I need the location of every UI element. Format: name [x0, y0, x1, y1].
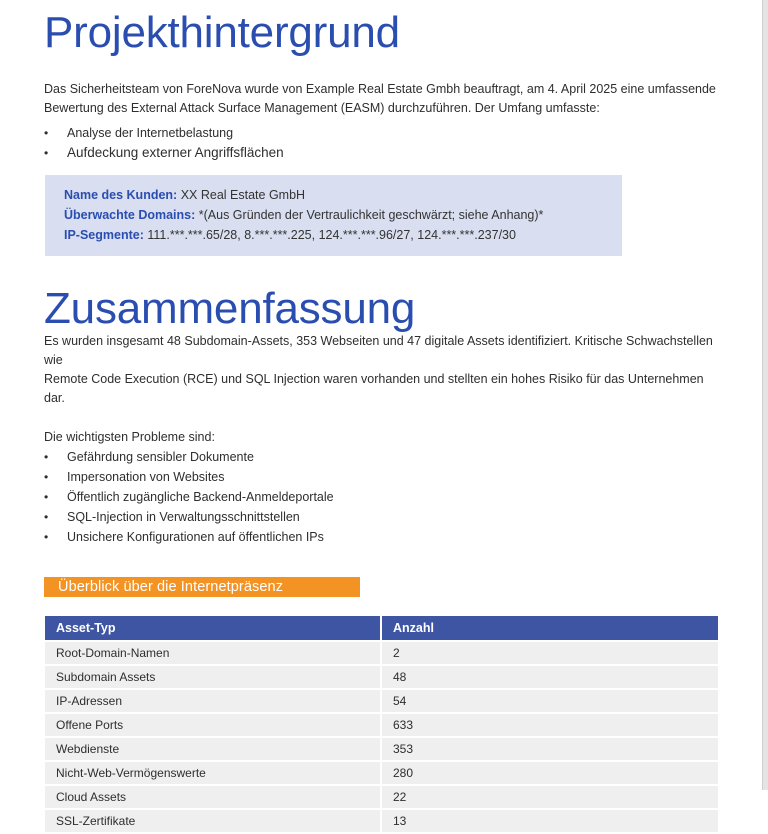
document-page — [44, 0, 724, 834]
bullet-glyph: • — [44, 450, 49, 464]
customer-ip-row: IP-Segmente: 111.***.***.65/28, 8.***.***.225, 124.***.***.96/27, 124.***.***.237/30 — [64, 228, 516, 242]
customer-domains-row: Überwachte Domains: *(Aus Gründen der Vertraulichkeit geschwärzt; siehe Anhang)* — [64, 208, 544, 222]
table-row: Nicht-Web-Vermögenswerte 280 — [45, 762, 718, 784]
list-item: • Analyse der Internetbelastung — [44, 123, 724, 143]
summary-paragraph: Es wurden insgesamt 48 Subdomain-Assets, 353 Webseiten und 47 digitale Assets identifiziert. Kritische Schwachstellen wie Remote Code Execution (RCE) und SQL Injection waren vorhanden und stellten ein hohes Risiko für das Unternehmen dar. — [44, 334, 713, 405]
bullet-glyph: • — [44, 470, 49, 484]
bullet-glyph: • — [44, 126, 49, 140]
background-intro — [44, 80, 724, 118]
issues-heading: Die wichtigsten Probleme sind: — [44, 430, 215, 444]
background-intro-line-1: Das Sicherheitsteam von ForeNova wurde von Example Real Estate Gmbh beauftragt, am 4. April 2025 eine umfassende — [44, 82, 716, 96]
list-item: • SQL-Injection in Verwaltungsschnittstellen — [44, 507, 724, 527]
table-row: Cloud Assets 22 — [45, 786, 718, 808]
column-header-count: Anzahl — [382, 616, 718, 640]
list-item: • Aufdeckung externer Angriffsflächen — [44, 143, 724, 163]
table-row: Root-Domain-Namen 2 — [45, 642, 718, 664]
page-edge — [763, 0, 768, 790]
bullet-glyph: • — [44, 510, 49, 524]
section-title-summary: Zusammenfassung — [44, 284, 416, 333]
issues-list — [44, 447, 724, 547]
bullet-glyph: • — [44, 490, 49, 504]
table-row: Offene Ports 633 — [45, 714, 718, 736]
table-row: Webdienste 353 — [45, 738, 718, 760]
table-row: Subdomain Assets 48 — [45, 666, 718, 688]
scope-list — [44, 123, 724, 163]
section-title-background: Projekthintergrund — [44, 8, 400, 57]
bullet-glyph: • — [44, 530, 49, 544]
background-intro-line-2: Bewertung des External Attack Surface Management (EASM) durchzuführen. Der Umfang umfasste: — [44, 101, 600, 115]
list-item: • Gefährdung sensibler Dokumente — [44, 447, 724, 467]
table-header-row — [45, 616, 718, 640]
list-item: • Impersonation von Websites — [44, 467, 724, 487]
customer-name-row: Name des Kunden: XX Real Estate GmbH — [64, 188, 306, 202]
bullet-glyph: • — [44, 146, 49, 160]
list-item: • Öffentlich zugängliche Backend-Anmeldeportale — [44, 487, 724, 507]
customer-info-box — [45, 175, 622, 256]
list-item: • Unsichere Konfigurationen auf öffentlichen IPs — [44, 527, 724, 547]
column-header-asset-type: Asset-Typ — [45, 616, 380, 640]
asset-table — [43, 614, 720, 834]
table-row: SSL-Zertifikate 13 — [45, 810, 718, 832]
table-row: IP-Adressen 54 — [45, 690, 718, 712]
overview-heading: Überblick über die Internetpräsenz — [44, 577, 360, 597]
